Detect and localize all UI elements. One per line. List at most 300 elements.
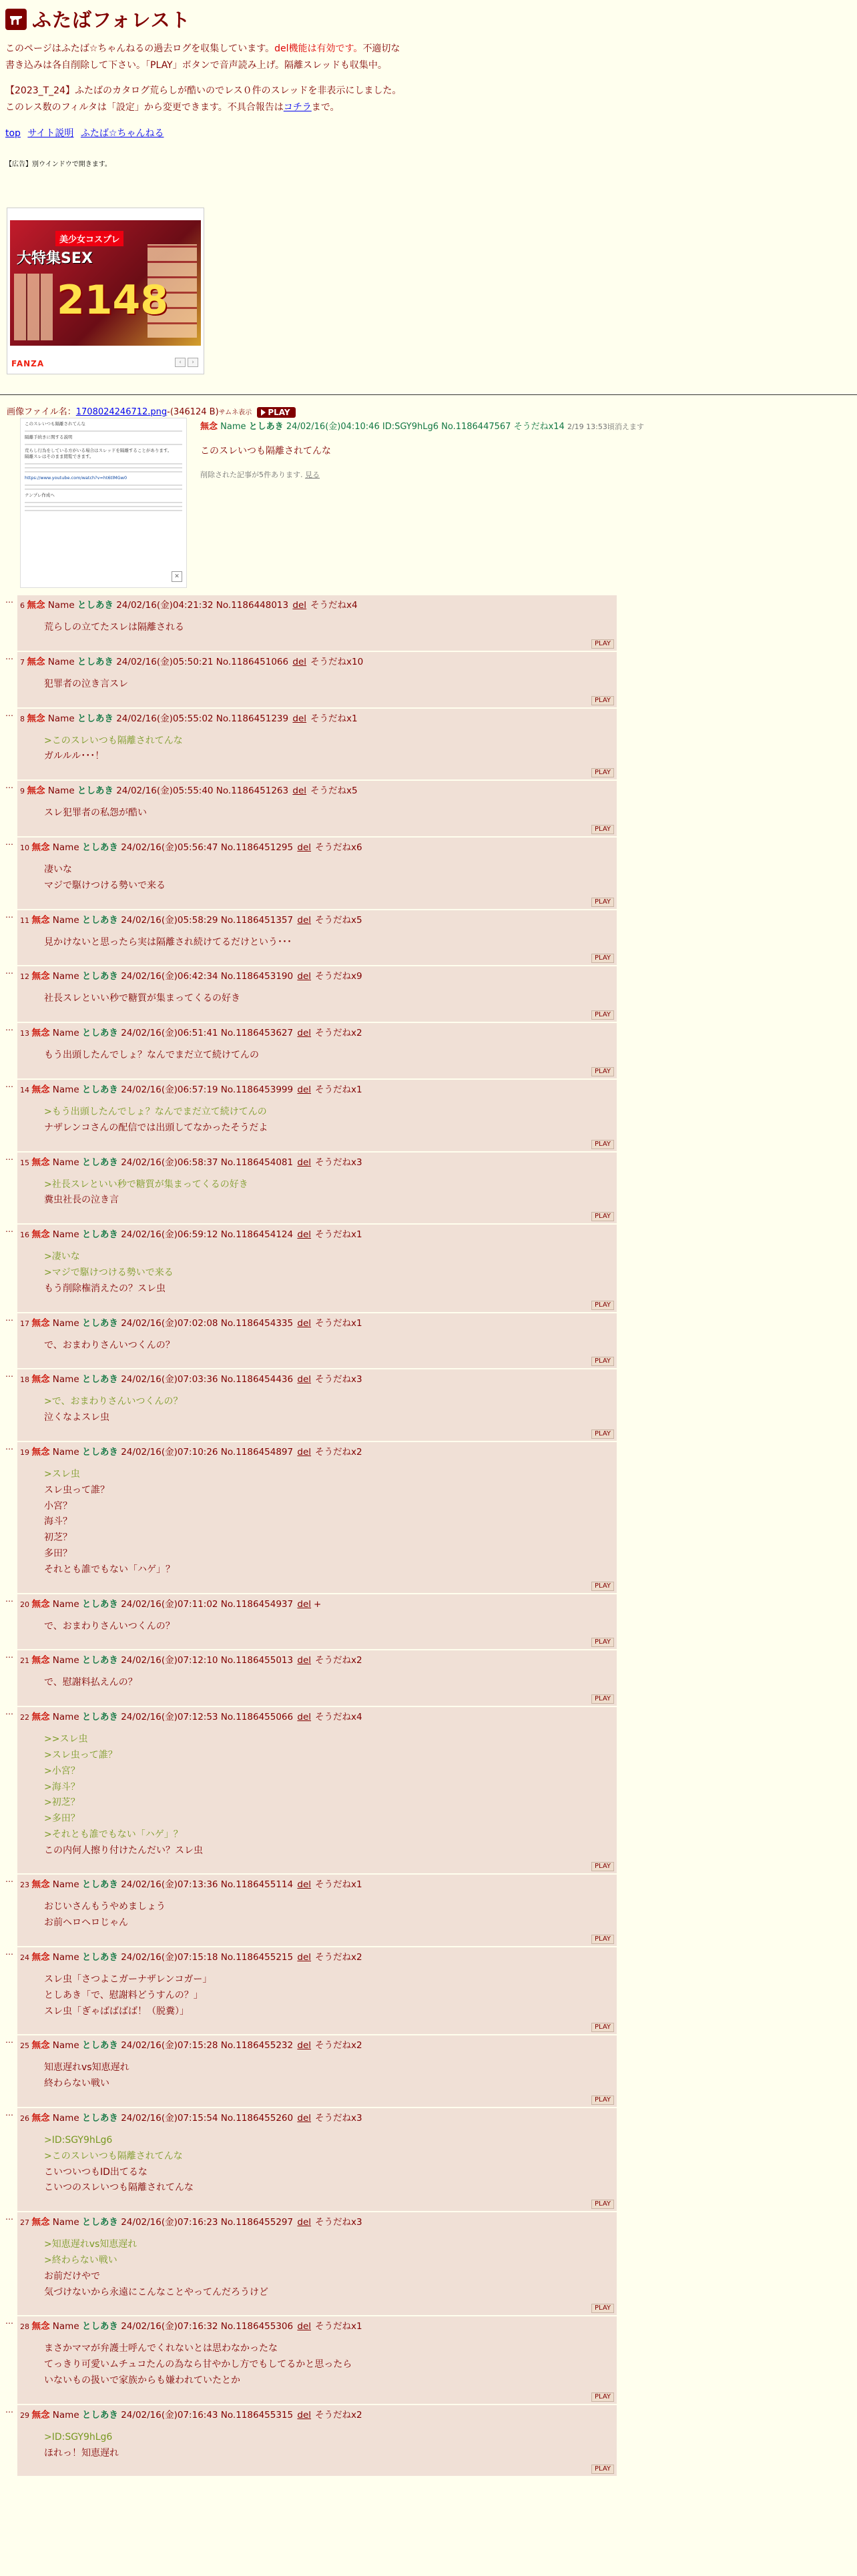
quote-line: >スレ虫	[44, 1468, 80, 1480]
post-name: としあき	[77, 656, 113, 667]
reply-marker: …	[5, 1152, 13, 1162]
reply-body-cell	[17, 1080, 617, 1151]
reply-header: 11 無念 Name としあき 24/02/16(金)05:58:29 No.1186451357 del そうだねx5	[20, 914, 362, 926]
divider	[0, 394, 857, 395]
text-line: で、慰謝料払えんの？	[44, 1677, 137, 1688]
reply-index: 21	[20, 1656, 32, 1666]
post-subject: 無念	[27, 656, 45, 667]
reply-marker: …	[5, 1947, 13, 1957]
reply-post	[5, 2316, 617, 2403]
post-name: としあき	[81, 1229, 118, 1241]
del-link[interactable]: del	[297, 2217, 312, 2228]
text-line: それとも誰でもない「ハゲ」？	[44, 1564, 175, 1575]
post-name: としあき	[81, 842, 118, 853]
post-name: としあき	[81, 2113, 118, 2124]
sodane-button[interactable]: そうだねx1	[315, 2321, 362, 2332]
post-name: としあき	[81, 1317, 118, 1329]
ad-image[interactable]	[10, 220, 201, 346]
reply-header: 23 無念 Name としあき 24/02/16(金)07:13:36 No.1186455114 del そうだねx1	[20, 1879, 362, 1891]
text-line: スレ虫「さつよこガーナザレンコガー」	[44, 1974, 212, 1985]
quote-line: >で、おまわりさんいつくんの？	[44, 1396, 183, 1407]
reply-text	[44, 1899, 613, 1931]
reply-header: 8 無念 Name としあき 24/02/16(金)05:55:02 No.1186451239 del そうだねx1	[20, 713, 358, 724]
site-title: ふたばフォレスト	[32, 9, 191, 31]
text-line: 見かけないと思ったら実は隔離され続けてるだけという･･･	[44, 936, 292, 948]
del-link[interactable]: del	[297, 2321, 312, 2332]
reply-text	[44, 1048, 613, 1064]
reply-play-button[interactable]: PLAY	[591, 1935, 614, 1944]
quote-line: >小宮？	[44, 1765, 80, 1777]
reply-header: 21 無念 Name としあき 24/02/16(金)07:12:10 No.1186455013 del そうだねx2	[20, 1655, 362, 1666]
text-line: 犯罪者の泣き言スレ	[44, 678, 128, 689]
del-link[interactable]: del	[292, 600, 307, 611]
del-link[interactable]: del	[297, 2113, 312, 2124]
text-line: スレ虫「ぎゃばばばば！（脱糞）」	[44, 2005, 189, 2017]
post-subject: 無念	[31, 2040, 50, 2051]
reply-marker: …	[5, 1707, 13, 1717]
reply-text	[44, 1177, 613, 1209]
reply-play-button[interactable]: PLAY	[591, 2096, 614, 2105]
post-subject: 無念	[27, 713, 45, 724]
del-link[interactable]: del	[297, 2409, 312, 2421]
reply-play-button[interactable]: PLAY	[591, 1301, 614, 1310]
reply-play-button[interactable]: PLAY	[591, 1357, 614, 1366]
ad-prev-icon[interactable]: ‹	[175, 358, 186, 367]
sodane-button[interactable]: そうだねx4	[310, 600, 358, 611]
reply-list	[5, 594, 617, 2476]
reply-post	[5, 781, 617, 836]
sodane-button[interactable]: そうだねx1	[310, 713, 358, 724]
reply-header: 29 無念 Name としあき 24/02/16(金)07:16:43 No.1186455315 del そうだねx2	[20, 2409, 362, 2421]
reply-text	[44, 1972, 613, 2019]
reply-index: 9	[20, 787, 27, 796]
intro-text: 【2023_T_24】ふたばのカタログ荒らしが酷いのでレス０件のスレッドを非表示にしました。このレス数のフィルタは「設定」から変更できます。不具合報告は	[5, 85, 402, 113]
report-link[interactable]: コチラ	[283, 101, 312, 113]
reply-text	[44, 1338, 613, 1354]
reply-play-button[interactable]: PLAY	[591, 2200, 614, 2209]
post-name: としあき	[81, 1374, 118, 1385]
sodane-button[interactable]: そうだねx3	[315, 1374, 362, 1385]
text-line: 泣くなよスレ虫	[44, 1412, 109, 1423]
reply-text	[44, 2133, 613, 2196]
post-subject: 無念	[31, 1028, 50, 1039]
reply-play-button[interactable]: PLAY	[591, 2304, 614, 2313]
reply-play-button[interactable]: PLAY	[591, 898, 614, 907]
reply-post	[5, 595, 617, 651]
nav-links	[5, 126, 857, 139]
reply-play-button[interactable]: PLAY	[591, 1582, 614, 1591]
reply-marker: …	[5, 1594, 13, 1604]
reply-post	[5, 1707, 617, 1873]
ad-big-number: 2148	[57, 277, 168, 324]
post-subject: 無念	[31, 1157, 50, 1168]
quote-line: >多田？	[44, 1813, 80, 1825]
sodane-button[interactable]: そうだねx1	[315, 1084, 362, 1095]
reply-index: 13	[20, 1029, 32, 1038]
reply-post	[5, 1225, 617, 1311]
del-notice: del機能は有効です。	[274, 43, 363, 54]
reply-marker: …	[5, 651, 13, 661]
close-icon[interactable]: ✕	[172, 571, 182, 582]
reply-index: 28	[20, 2322, 32, 2332]
text-line: マジで駆けつける勢いで来る	[44, 880, 166, 891]
reply-index: 11	[20, 916, 32, 925]
text-line: ほれっ！知恵遅れ	[44, 2447, 119, 2459]
text-line: 荒らしの立てたスレは隔離される	[44, 622, 184, 633]
reply-post	[5, 652, 617, 707]
reply-marker: …	[5, 2404, 13, 2414]
quote-line: >スレ虫って誰？	[44, 1749, 117, 1760]
del-link[interactable]: del	[292, 656, 307, 667]
del-link[interactable]: del	[297, 1317, 312, 1329]
reply-index: 27	[20, 2218, 32, 2228]
reply-post	[5, 1594, 617, 1650]
reply-body-cell	[17, 1313, 617, 1369]
post-id: ID:SGY9hLg6	[382, 422, 439, 432]
reply-header: 27 無念 Name としあき 24/02/16(金)07:16:23 No.1186455297 del そうだねx3	[20, 2217, 362, 2228]
post-subject: 無念	[31, 1446, 50, 1458]
sodane-button[interactable]: そうだねx4	[315, 1712, 362, 1723]
quote-line: >海斗？	[44, 1781, 80, 1793]
sodane-button[interactable]: そうだねx14	[513, 422, 565, 432]
reply-post	[5, 1650, 617, 1706]
del-link[interactable]: del	[297, 1229, 312, 1241]
reply-play-button[interactable]: PLAY	[591, 696, 614, 705]
post-name: としあき	[77, 713, 113, 724]
reply-header: 15 無念 Name としあき 24/02/16(金)06:58:37 No.1186454081 del そうだねx3	[20, 1157, 362, 1168]
del-link[interactable]: del	[297, 1084, 312, 1095]
post-subject: 無念	[31, 2113, 50, 2124]
text-line: ガルルル･･･！	[44, 751, 105, 762]
post-subject: 無念	[31, 2321, 50, 2332]
text-line: としあき「で、慰謝料どうすんの？」	[44, 1989, 203, 2001]
nav-link-about[interactable]: サイト説明	[27, 128, 74, 139]
ad-banner[interactable]	[7, 208, 204, 374]
text-line: お前ヘロヘロじゃん	[44, 1917, 128, 1929]
post-subject: 無念	[31, 842, 50, 853]
sodane-button[interactable]: そうだねx2	[315, 1028, 362, 1039]
text-line: おじいさんもうやめましょう	[44, 1901, 166, 1913]
text-line: スレ虫って誰？	[44, 1484, 109, 1496]
post-name: としあき	[77, 785, 113, 797]
sodane-button[interactable]: そうだねx2	[315, 1655, 362, 1666]
reply-body-cell	[17, 2035, 617, 2107]
op-header: 無念 Name としあき 24/02/16(金)04:10:46 ID:SGY9hLg6 No.1186447567 そうだねx14 2/19 13:53頃消えます	[200, 422, 644, 432]
del-link[interactable]: del	[297, 1952, 312, 1963]
site-header	[5, 5, 857, 33]
reply-post	[5, 2212, 617, 2315]
reply-text	[44, 2430, 613, 2462]
del-link[interactable]: del	[292, 785, 307, 797]
reply-text	[44, 806, 613, 822]
post-name: としあき	[81, 1952, 118, 1963]
post-name: としあき	[81, 1028, 118, 1039]
reply-header: 22 無念 Name としあき 24/02/16(金)07:12:53 No.1186455066 del そうだねx4	[20, 1712, 362, 1723]
site-logo-icon	[5, 9, 27, 30]
reply-play-button[interactable]: PLAY	[591, 1067, 614, 1076]
op-thumbnail[interactable]: このスレいつも隔離されてんな 隔離手続きに関する説明 荒らし行為をしている方がいる場合はスレッドを隔離することがあります。 隔離スレはそのまま閲覧できます。 https://www.youtube.com/watch?v=ht6tlMGw0 ナンプレ作成へ ✕	[20, 418, 187, 588]
intro-text: 不適切な書き込みは各自削除して下さい。「PLAY」ボタンで音声読み上げ。隔離スレッドも収集中。	[5, 43, 400, 71]
reply-body-cell	[17, 2212, 617, 2315]
del-link[interactable]: del	[297, 1374, 312, 1385]
reply-post	[5, 2108, 617, 2211]
reply-play-button[interactable]: PLAY	[591, 1140, 614, 1149]
reply-index: 25	[20, 2041, 32, 2051]
reply-marker: …	[5, 781, 13, 791]
reply-body-cell	[17, 2316, 617, 2403]
reply-post	[5, 1080, 617, 1151]
reply-post	[5, 1313, 617, 1369]
sodane-button[interactable]: そうだねx2	[315, 1446, 362, 1458]
del-link[interactable]: del	[297, 842, 312, 853]
sodane-button[interactable]: そうだねx3	[315, 1157, 362, 1168]
reply-text	[44, 1732, 613, 1859]
reply-play-button[interactable]: PLAY	[591, 1638, 614, 1647]
reply-index: 6	[20, 601, 27, 610]
reply-play-button[interactable]: PLAY	[591, 825, 614, 834]
ad-brand: FANZA	[11, 359, 45, 368]
quote-line: >社長スレといい秒で糖質が集まってくるの好き	[44, 1179, 248, 1190]
reply-header: 10 無念 Name としあき 24/02/16(金)05:56:47 No.1186451295 del そうだねx6	[20, 842, 362, 853]
reply-index: 14	[20, 1085, 32, 1094]
reply-index: 15	[20, 1158, 32, 1167]
reply-body-cell	[17, 910, 617, 966]
quote-line: >ID:SGY9hLg6	[44, 2135, 113, 2146]
reply-play-button[interactable]: PLAY	[591, 1429, 614, 1439]
post-name: としあき	[81, 2040, 118, 2051]
reply-marker: …	[5, 1225, 13, 1235]
reply-marker: …	[5, 910, 13, 920]
del-link[interactable]: del	[297, 1655, 312, 1666]
intro-text: このページはふたば☆ちゃんねるの過去ログを収集しています。	[5, 43, 275, 54]
post-subject: 無念	[31, 1374, 50, 1385]
text-line: 海斗？	[44, 1516, 72, 1528]
reply-header: 7 無念 Name としあき 24/02/16(金)05:50:21 No.1186451066 del そうだねx10	[20, 656, 364, 667]
sodane-button[interactable]: そうだねx3	[315, 2217, 362, 2228]
site-intro	[5, 41, 406, 115]
quote-line: >凄いな	[44, 1251, 80, 1263]
reply-marker: …	[5, 2035, 13, 2045]
reply-text	[44, 1104, 613, 1137]
reply-header: 16 無念 Name としあき 24/02/16(金)06:59:12 No.1186454124 del そうだねx1	[20, 1229, 362, 1241]
reply-post	[5, 1369, 617, 1441]
reply-body-cell	[17, 1875, 617, 1946]
post-name: としあき	[81, 2217, 118, 2228]
reply-text	[44, 620, 613, 636]
post-subject: 無念	[31, 1655, 50, 1666]
post-subject: 無念	[27, 785, 45, 797]
thumb-caption: サムネ表示	[218, 409, 252, 416]
post-subject: 無念	[31, 2217, 50, 2228]
post-subject: 無念	[31, 1598, 50, 1610]
post-subject: 無念	[31, 1879, 50, 1891]
reply-header: 14 無念 Name としあき 24/02/16(金)06:57:19 No.1186453999 del そうだねx1	[20, 1084, 362, 1095]
reply-marker: …	[5, 708, 13, 718]
post-name: としあき	[81, 2409, 118, 2421]
reply-header: 24 無念 Name としあき 24/02/16(金)07:15:18 No.1186455215 del そうだねx2	[20, 1952, 362, 1963]
reply-index: 26	[20, 2114, 32, 2124]
reply-play-button[interactable]: PLAY	[591, 768, 614, 777]
reply-body-cell	[17, 1225, 617, 1311]
file-link[interactable]: 1708024246712.png	[75, 407, 168, 417]
text-line: 終わらない戦い	[44, 2078, 109, 2089]
del-link[interactable]: del	[297, 2040, 312, 2051]
post-subject: 無念	[31, 1317, 50, 1329]
reply-play-button[interactable]: PLAY	[591, 1694, 614, 1704]
ad-nav	[175, 358, 198, 367]
reply-text	[44, 862, 613, 894]
reply-body-cell	[17, 1650, 617, 1706]
ad-next-icon[interactable]: ›	[188, 358, 198, 367]
post-name: としあき	[81, 1084, 118, 1095]
reply-index: 10	[20, 843, 32, 852]
ad-sub: 大特集SEX	[17, 250, 93, 267]
sodane-button[interactable]: そうだねx9	[315, 971, 362, 982]
reply-marker: …	[5, 837, 13, 847]
del-link[interactable]: del	[297, 1446, 312, 1458]
play-icon	[261, 409, 266, 416]
del-link[interactable]: del	[297, 971, 312, 982]
reply-play-button[interactable]: PLAY	[591, 639, 614, 649]
reply-post	[5, 1875, 617, 1946]
nav-link-top[interactable]: top	[5, 128, 21, 139]
reply-header: 26 無念 Name としあき 24/02/16(金)07:15:54 No.1186455260 del そうだねx3	[20, 2113, 362, 2124]
reply-marker: …	[5, 1023, 13, 1033]
reply-play-button[interactable]: PLAY	[591, 2392, 614, 2402]
post-number[interactable]: No.1186447567	[441, 422, 511, 432]
nav-link-futaba[interactable]: ふたば☆ちゃんねる	[80, 128, 164, 139]
del-link[interactable]: del	[292, 713, 307, 724]
del-link[interactable]: del	[297, 1028, 312, 1039]
text-line: 知恵遅れvs知恵遅れ	[44, 2062, 129, 2073]
reply-body-cell	[17, 1947, 617, 2034]
post-subject: 無念	[31, 2409, 50, 2421]
sodane-button[interactable]: そうだねx2	[315, 2040, 362, 2051]
reply-header: 18 無念 Name としあき 24/02/16(金)07:03:36 No.1186454436 del そうだねx3	[20, 1374, 362, 1385]
reply-body-cell	[17, 2108, 617, 2211]
text-line: スレ犯罪者の私怨が酷い	[44, 808, 147, 819]
reply-marker: …	[5, 595, 13, 605]
sodane-button[interactable]: そうだねx2	[315, 1952, 362, 1963]
post-subject: 無念	[31, 1712, 50, 1723]
sodane-button[interactable]: そうだねx2	[315, 2409, 362, 2421]
sodane-button[interactable]: +	[314, 1598, 322, 1610]
text-line: 気づけないから永遠にこんなことやってんだろうけど	[44, 2286, 268, 2298]
reply-post	[5, 966, 617, 1022]
reply-index: 19	[20, 1447, 32, 1457]
del-link[interactable]: del	[297, 1879, 312, 1891]
reply-text	[44, 1394, 613, 1426]
reply-index: 18	[20, 1375, 32, 1385]
post-name: としあき	[81, 971, 118, 982]
text-line: 多田？	[44, 1548, 72, 1559]
del-link[interactable]: del	[297, 914, 312, 926]
reply-post	[5, 1153, 617, 1224]
post-subject: 無念	[31, 1229, 50, 1241]
reply-play-button[interactable]: PLAY	[591, 1212, 614, 1221]
show-deleted-link[interactable]: 見る	[305, 470, 320, 479]
post-name: としあき	[81, 1712, 118, 1723]
post-datetime: 24/02/16(金)04:10:46	[286, 422, 380, 432]
reply-header: 9 無念 Name としあき 24/02/16(金)05:55:40 No.1186451263 del そうだねx5	[20, 785, 358, 797]
reply-text	[44, 1249, 613, 1297]
reply-header: 6 無念 Name としあき 24/02/16(金)04:21:32 No.1186448013 del そうだねx4	[20, 600, 358, 611]
sodane-button[interactable]: そうだねx6	[315, 842, 362, 853]
sodane-button[interactable]: そうだねx1	[315, 1229, 362, 1241]
reply-post	[5, 910, 617, 966]
reply-text	[44, 2237, 613, 2300]
reply-header: 20 無念 Name としあき 24/02/16(金)07:11:02 No.1186454937 del +	[20, 1598, 322, 1610]
reply-header: 13 無念 Name としあき 24/02/16(金)06:51:41 No.1186453627 del そうだねx2	[20, 1028, 362, 1039]
ad-label: 【広告】別ウインドウで開きます。	[5, 161, 111, 168]
del-link[interactable]: del	[297, 1712, 312, 1723]
reply-body-cell	[17, 2405, 617, 2477]
ad-tag: 美少女コスプレ	[55, 231, 123, 246]
reply-post	[5, 838, 617, 909]
reply-post	[5, 709, 617, 780]
reply-play-button[interactable]: PLAY	[591, 1010, 614, 1020]
del-link[interactable]: del	[297, 1598, 312, 1610]
post-name: としあき	[81, 1879, 118, 1891]
sodane-button[interactable]: そうだねx5	[315, 914, 362, 926]
post-subject: 無念	[200, 422, 218, 432]
reply-index: 29	[20, 2410, 32, 2420]
reply-header: 17 無念 Name としあき 24/02/16(金)07:02:08 No.1186454335 del そうだねx1	[20, 1317, 362, 1329]
reply-text	[44, 2060, 613, 2092]
sodane-button[interactable]: そうだねx10	[310, 656, 364, 667]
sodane-button[interactable]: そうだねx5	[310, 785, 358, 797]
reply-index: 24	[20, 1953, 32, 1963]
reply-header: 28 無念 Name としあき 24/02/16(金)07:16:32 No.1186455306 del そうだねx1	[20, 2321, 362, 2332]
reply-index: 17	[20, 1319, 32, 1328]
expire-note: 2/19 13:53頃消えます	[567, 422, 644, 431]
post-subject: 無念	[31, 914, 50, 926]
reply-index: 7	[20, 657, 27, 667]
text-line: 初芝？	[44, 1532, 72, 1544]
reply-text	[44, 991, 613, 1007]
reply-marker: …	[5, 1079, 13, 1089]
reply-header: 19 無念 Name としあき 24/02/16(金)07:10:26 No.1186454897 del そうだねx2	[20, 1446, 362, 1458]
text-line: いないもの扱いで家族からも嫌われていたとか	[44, 2375, 240, 2386]
op-post	[200, 419, 841, 480]
reply-play-button[interactable]: PLAY	[591, 1862, 614, 1871]
sodane-button[interactable]: そうだねx3	[315, 2113, 362, 2124]
del-link[interactable]: del	[297, 1157, 312, 1168]
reply-marker: …	[5, 1313, 13, 1323]
quote-line: >もう出頭したんでしょ？なんでまだ立て続けてんの	[44, 1106, 267, 1117]
reply-index: 16	[20, 1231, 32, 1240]
sodane-button[interactable]: そうだねx1	[315, 1879, 362, 1891]
reply-marker: …	[5, 1441, 13, 1452]
reply-play-button[interactable]: PLAY	[591, 2023, 614, 2032]
file-info: -(346124 B)	[167, 407, 219, 417]
reply-marker: …	[5, 2212, 13, 2222]
reply-play-button[interactable]: PLAY	[591, 2465, 614, 2474]
text-line: で、おまわりさんいつくんの？	[44, 1620, 175, 1632]
text-line: まさかママが弁護士呼んでくれないとは思わなかったな	[44, 2343, 278, 2354]
post-name: としあき	[81, 2321, 118, 2332]
text-line: 糞虫社長の泣き言	[44, 1195, 119, 1206]
reply-body-cell	[17, 838, 617, 909]
sodane-button[interactable]: そうだねx1	[315, 1317, 362, 1329]
op-play-button[interactable]: PLAY	[257, 407, 295, 418]
reply-play-button[interactable]: PLAY	[591, 954, 614, 963]
text-line: てっきり可愛いムチュコたんの為なら甘やかし方でもしてるかと思ったら	[44, 2359, 352, 2370]
reply-index: 23	[20, 1881, 32, 1890]
quote-line: >初芝？	[44, 1797, 80, 1809]
reply-index: 12	[20, 972, 32, 982]
post-name: としあき	[81, 1598, 118, 1610]
